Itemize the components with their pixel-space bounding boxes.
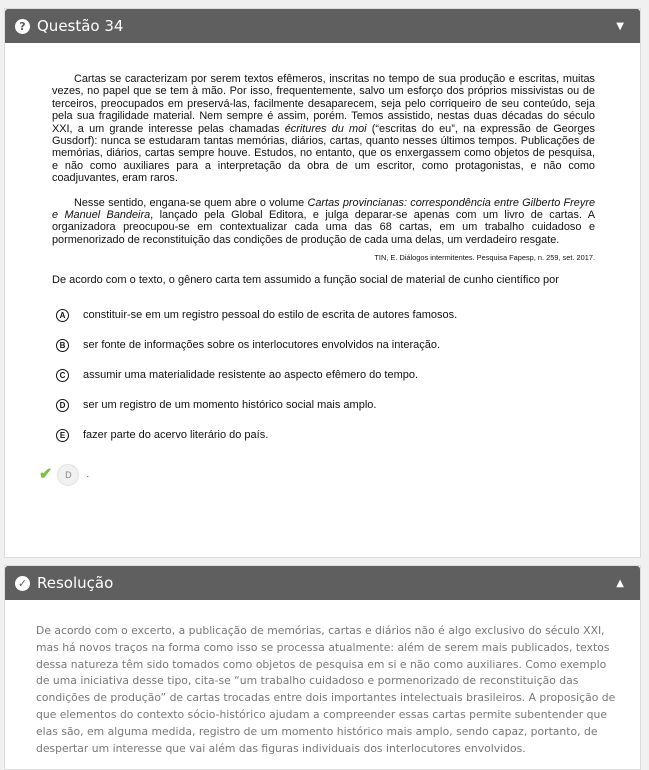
option-text: fazer parte do acervo literário do país. [83,429,269,442]
check-circle-icon: ✓ [15,576,30,591]
text-paragraph-2: Nesse sentido, engana-se quem abre o volume Cartas provincianas: correspondência entre Gilberto Freyre e Manuel Bandeira, lançado pela Global Editora, e julga deparar-se apenas com um livro de cartas. A organizadora preocupou-se em contextualizar cada uma das 68 cartas, em um trabalho cuidadoso e pormenorizado de reconstituição das condições de produção de cada uma delas, um verdadeiro resgate. [52,196,596,246]
option-a[interactable] [56,300,595,330]
question-body [5,43,640,486]
resolution-text: De acordo com o excerto, a publicação de memórias, cartas e diários não é algo exclusivo do século XXI, mas há novos traços na forma como isso se processa atualmente: além de serem mais publicados, textos dessa natureza têm sido tomados como objetos de pesquisa em si e não como auxiliares. Como exemplo de uma iniciativa desse tipo, cita-se “um trabalho cuidadoso e pormenorizado de reconstituição das condições de produção” de cartas trocadas entre dois importantes intelectuais brasileiros. A proposição de que elementos do contexto sócio-histórico ajudam a compreender essas cartas permite subentender que elas são, em alguma medida, registro de um momento histórico mais amplo, sendo capaz, portanto, de despertar um interesse que vai além das figuras individuais dos interlocutores envolvidos. [36,624,616,755]
question-circle-icon: ? [15,19,30,34]
option-letter: A [56,309,69,322]
caret-down-icon[interactable]: ▼ [616,20,624,32]
option-letter: B [56,339,69,352]
option-text: assumir uma materialidade resistente ao aspecto efêmero do tempo. [83,369,419,382]
question-prompt: De acordo com o texto, o gênero carta tem assumido a função social de material de cunho científico por [52,273,559,286]
question-title: Questão 34 [37,17,124,35]
options-list [52,300,595,450]
option-e[interactable] [56,420,595,450]
resolution-panel [4,565,641,770]
resolution-body [5,600,640,757]
answer-badge: D [57,464,79,486]
option-text: constituir-se em um registro pessoal do estilo de escrita de autores famosos. [83,309,458,322]
caret-up-icon[interactable]: ▲ [616,577,624,589]
answer-suffix: . [86,469,90,481]
answer-row [39,464,595,486]
question-panel [4,8,641,558]
option-letter: D [56,399,69,412]
resolution-title: Resolução [37,574,114,592]
option-c[interactable] [56,360,595,390]
option-text: ser fonte de informações sobre os interlocutores envolvidos na interação. [83,339,441,352]
option-b[interactable] [56,330,595,360]
option-letter: E [56,429,69,442]
checkmark-icon: ✔ [39,466,53,484]
question-header[interactable] [5,9,640,43]
option-letter: C [56,369,69,382]
option-d[interactable] [56,390,595,420]
resolution-header[interactable] [5,566,640,600]
option-text: ser um registro de um momento histórico social mais amplo. [83,399,377,412]
text-paragraph-1: Cartas se caracterizam por serem textos efêmeros, inscritas no tempo de sua produção e escritas, muitas vezes, no papel que se tem à mão. Por isso, frequentemente, salvo um esforço dos próprios missivistas ou de terceiros, preocupados em preservá-las, facilmente desaparecem, seja pelo corriqueiro de seu conteúdo, seja pela sua fragilidade material. Nem sempre é assim, porém. Temos assistido, nestas duas décadas do século XXI, a um grande interesse pelas chamadas écritures du moi (“escritas do eu”, na expressão de Georges Gusdorf): nunca se estudaram tantas memórias, diários, cartas, quanto nesses últimos tempos. Publicações de memórias, diários, cartas sempre houve. Estudos, no entanto, que os enxergassem como objetos de pesquisa, e não como auxiliares para a interpretação da obra de um escritor, como protagonistas, e não como coadjuvantes, eram raros. [52,73,595,185]
citation: TIN, E. Diálogos intermitentes. Pesquisa Fapesp, n. 259, set. 2017. [374,253,595,263]
